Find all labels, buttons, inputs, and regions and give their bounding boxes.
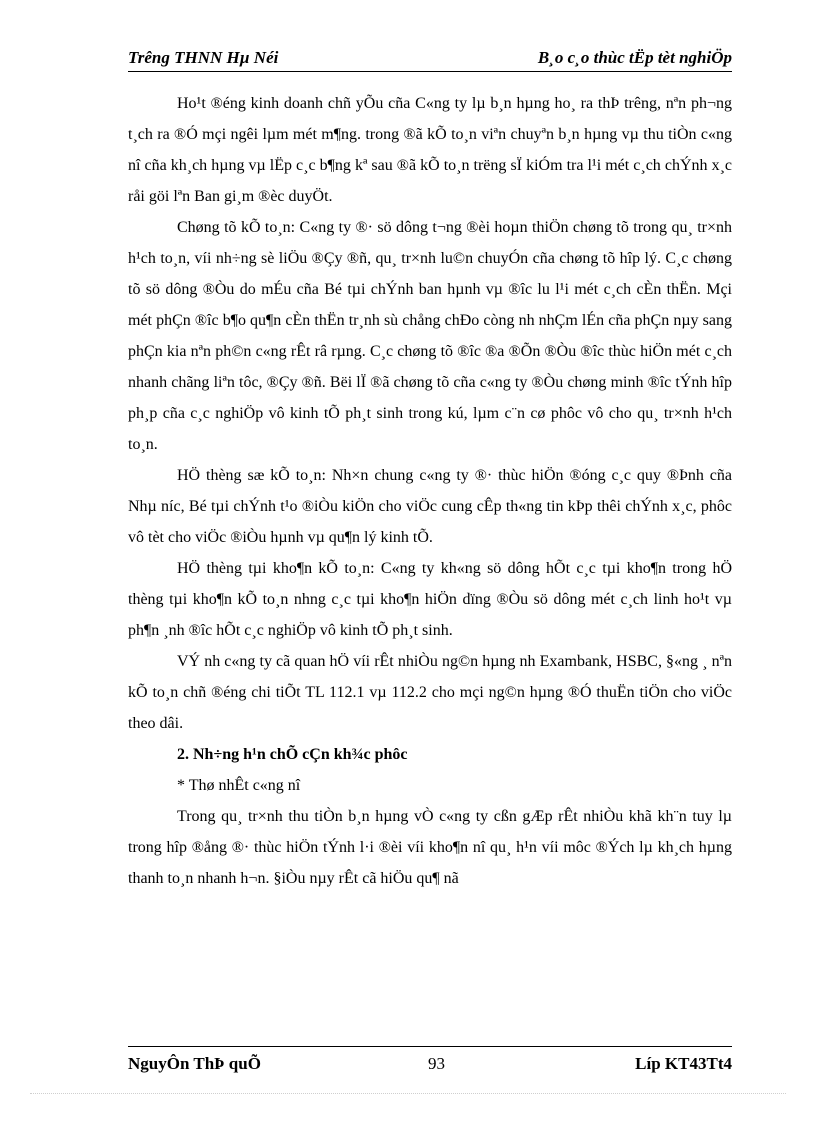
footer-class: Líp KT43Tt4 <box>635 1054 732 1073</box>
footer-author: NguyÔn ThÞ quÕ <box>128 1054 261 1073</box>
subheading: * Thø nhÊt c«ng nî <box>177 777 301 794</box>
paragraph-sales: Ho¹t ®éng kinh doanh chñ yÕu cña C«ng ty lµ b¸n hµng ho¸ ra thÞ trêng, nªn ph¬ng t¸ch ra ®Ó mçi ngêi lµm mét m¶ng. trong ®ã kÕ to¸n viªn chuyªn b¸n hµng vµ thu tiÒn c«ng nî cña kh¸ch hµng vµ lËp c¸c b¶ng kª sau ®ã kÕ to¸n trëng sÏ kiÓm tra l¹i mét c¸ch chÝnh x¸c råi göi lªn Ban gi¸m ®èc duyÖt. <box>128 95 732 205</box>
paragraph-bank-example: VÝ nh c«ng ty cã quan hÖ víi rÊt nhiÒu ng©n hµng nh Exambank, HSBC, §«ng ¸ nªn kÕ to¸n chñ ®éng chi tiÕt TL 112.1 vµ 112.2 cho mçi ng©n hµng ®Ó thuËn tiÖn cho viÖc theo dâi. <box>128 653 732 732</box>
paragraph-account-system: HÖ thèng tµi kho¶n kÕ to¸n: C«ng ty kh«ng sö dông hÕt c¸c tµi kho¶n trong hÖ thèng tµi kho¶n kÕ to¸n nhng c¸c tµi kho¶n hiÖn dïng ®Òu sö dông mét c¸ch linh ho¹t vµ ph¶n ¸nh ®îc hÕt c¸c nghiÖp vô kinh tÕ ph¸t sinh. <box>128 560 732 639</box>
header-rule <box>128 71 732 72</box>
paragraph-ledger-system: HÖ thèng sæ kÕ to¸n: Nh×n chung c«ng ty ®· thùc hiÖn ®óng c¸c quy ®Þnh cña Nhµ níc, Bé tµi chÝnh t¹o ®iÒu kiÖn cho viÖc cung cÊp th«ng tin kÞp thêi chÝnh x¸c, phôc vô tèt cho viÖc ®iÒu hµnh vµ qu¶n lý kinh tÕ. <box>128 467 732 546</box>
paragraph-debt: Trong qu¸ tr×nh thu tiÒn b¸n hµng vÒ c«ng ty cßn gÆp rÊt nhiÒu khã kh¨n tuy lµ trong hîp ®ång ®· thùc hiÖn tÝnh l·i ®èi víi kho¶n nî qu¸ h¹n víi môc ®Ých lµ kh¸ch hµng thanh to¸n nhanh h¬n. §iÒu nµy rÊt cã hiÖu qu¶ nã <box>128 808 732 887</box>
page-footer <box>128 1054 732 1076</box>
header-report-title: B¸o c¸o thùc tËp tèt nghiÖp <box>537 48 732 67</box>
footer-rule <box>128 1046 732 1047</box>
section-heading: 2. Nh÷ng h¹n chÕ cÇn kh¾c phôc <box>177 746 408 763</box>
page-number: 93 <box>428 1054 445 1073</box>
page-header <box>128 48 732 70</box>
header-school: Trêng THNN Hµ Néi <box>128 48 279 67</box>
page-body <box>128 88 732 894</box>
page-bottom-border <box>30 1093 786 1094</box>
paragraph-vouchers: Chøng tõ kÕ to¸n: C«ng ty ®· sö dông t¬ng ®èi hoµn thiÖn chøng tõ trong qu¸ tr×nh h¹ch to¸n, víi nh÷ng sè liÖu ®Çy ®ñ, qu¸ tr×nh lu©n chuyÓn cña chøng tõ hîp lý. C¸c chøng tõ sö dông ®Òu do mÉu cña Bé tµi chÝnh ban hµnh vµ ®îc lu l¹i mét c¸ch cÈn thËn. Mçi mét phÇn ®îc b¶o qu¶n cÈn thËn tr¸nh sù chång chÐo còng nh nhÇm lÉn cña phÇn nµy sang phÇn kia nªn ph©n c«ng rÊt râ rµng. C¸c chøng tõ ®îc ®a ®Õn ®Òu ®îc thùc hiÖn mét c¸ch nhanh chãng liªn tôc, ®Çy ®ñ. Bëi lÏ ®ã chøng tõ cña c«ng ty ®Òu chøng minh ®îc tÝnh hîp ph¸p cña c¸c nghiÖp vô kinh tÕ ph¸t sinh trong kú, lµm c¨n cø phôc vô cho qu¸ tr×nh h¹ch to¸n. <box>128 219 732 453</box>
